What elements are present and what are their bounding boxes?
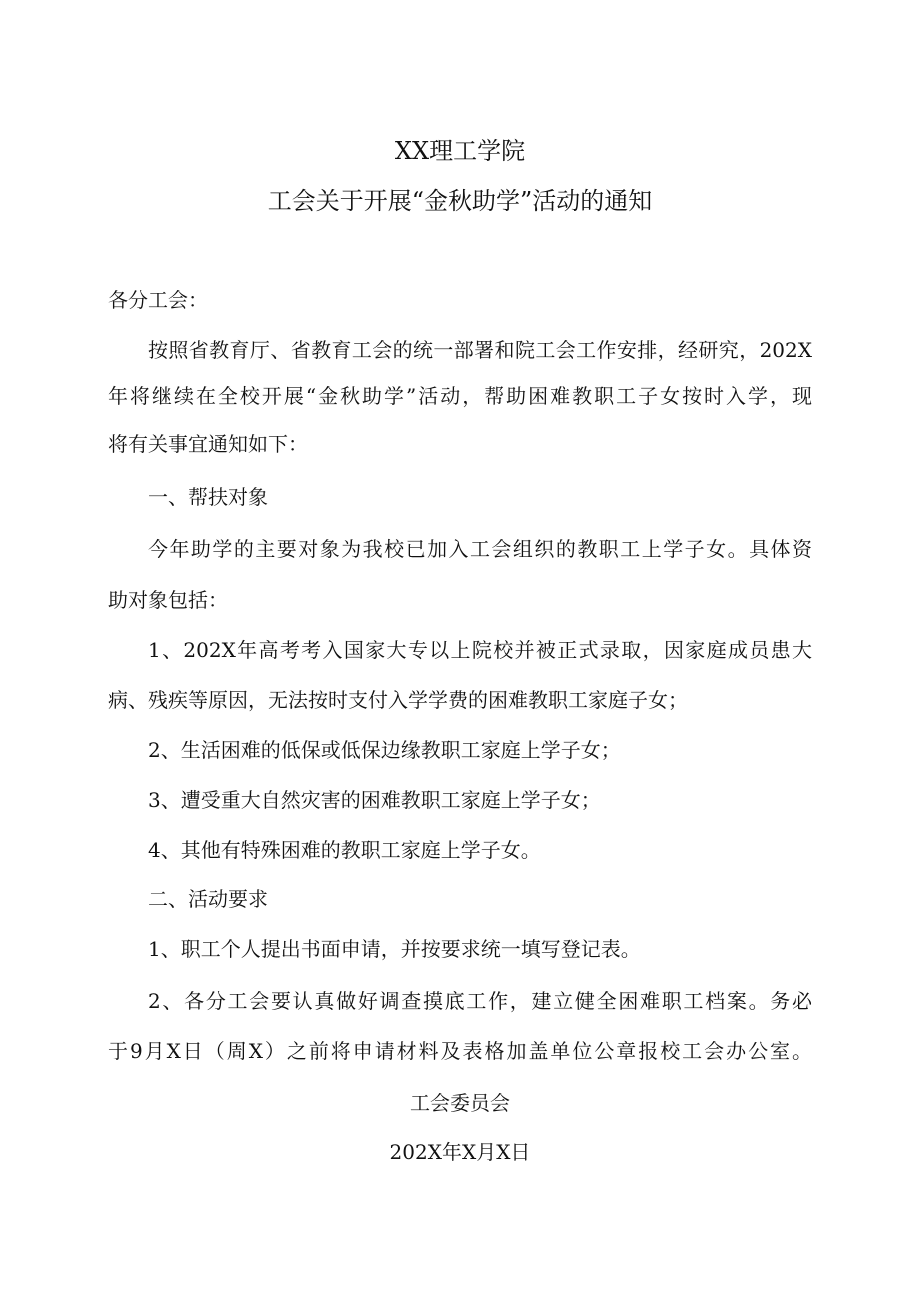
- target-item-1-line-2: 病、残疾等原因，无法按时支付入学学费的困难教职工家庭子女；: [108, 688, 688, 712]
- target-item-4: 4、其他有特殊困难的教职工家庭上学子女。: [148, 838, 541, 862]
- intro-line-3: 将有关事宜通知如下：: [108, 432, 308, 456]
- targets-desc-line-1: 今年助学的主要对象为我校已加入工会组织的教职工上学子女。具体资: [148, 537, 812, 561]
- targets-desc-line-2: 助对象包括：: [108, 588, 228, 612]
- salutation: 各分工会：: [108, 288, 208, 312]
- section-heading-requirements: 二、活动要求: [148, 887, 268, 911]
- section-heading-targets: 一、帮扶对象: [148, 485, 268, 509]
- issue-date: 202X年X月X日: [389, 1140, 531, 1164]
- intro-line-2: 年将继续在全校开展“金秋助学”活动，帮助困难教职工子女按时入学，现: [108, 384, 812, 408]
- target-item-3: 3、遭受重大自然灾害的困难教职工家庭上学子女；: [148, 788, 601, 812]
- requirement-2-line-1: 2、各分工会要认真做好调查摸底工作，建立健全困难职工档案。务必: [148, 989, 812, 1013]
- target-item-1-line-1: 1、202X年高考考入国家大专以上院校并被正式录取，因家庭成员患大: [148, 638, 812, 662]
- requirement-2-line-2: 于9月X日（周X）之前将申请材料及表格加盖单位公章报校工会办公室。: [108, 1039, 812, 1063]
- target-item-2: 2、生活困难的低保或低保边缘教职工家庭上学子女；: [148, 738, 621, 762]
- issuer-signature: 工会委员会: [410, 1091, 510, 1115]
- requirement-1: 1、职工个人提出书面申请，并按要求统一填写登记表。: [148, 937, 641, 961]
- intro-line-1: 按照省教育厅、省教育工会的统一部署和院工会工作安排，经研究，202X: [148, 338, 812, 362]
- institution-title: XX理工学院: [394, 137, 526, 165]
- notice-title: 工会关于开展“金秋助学”活动的通知: [267, 187, 653, 215]
